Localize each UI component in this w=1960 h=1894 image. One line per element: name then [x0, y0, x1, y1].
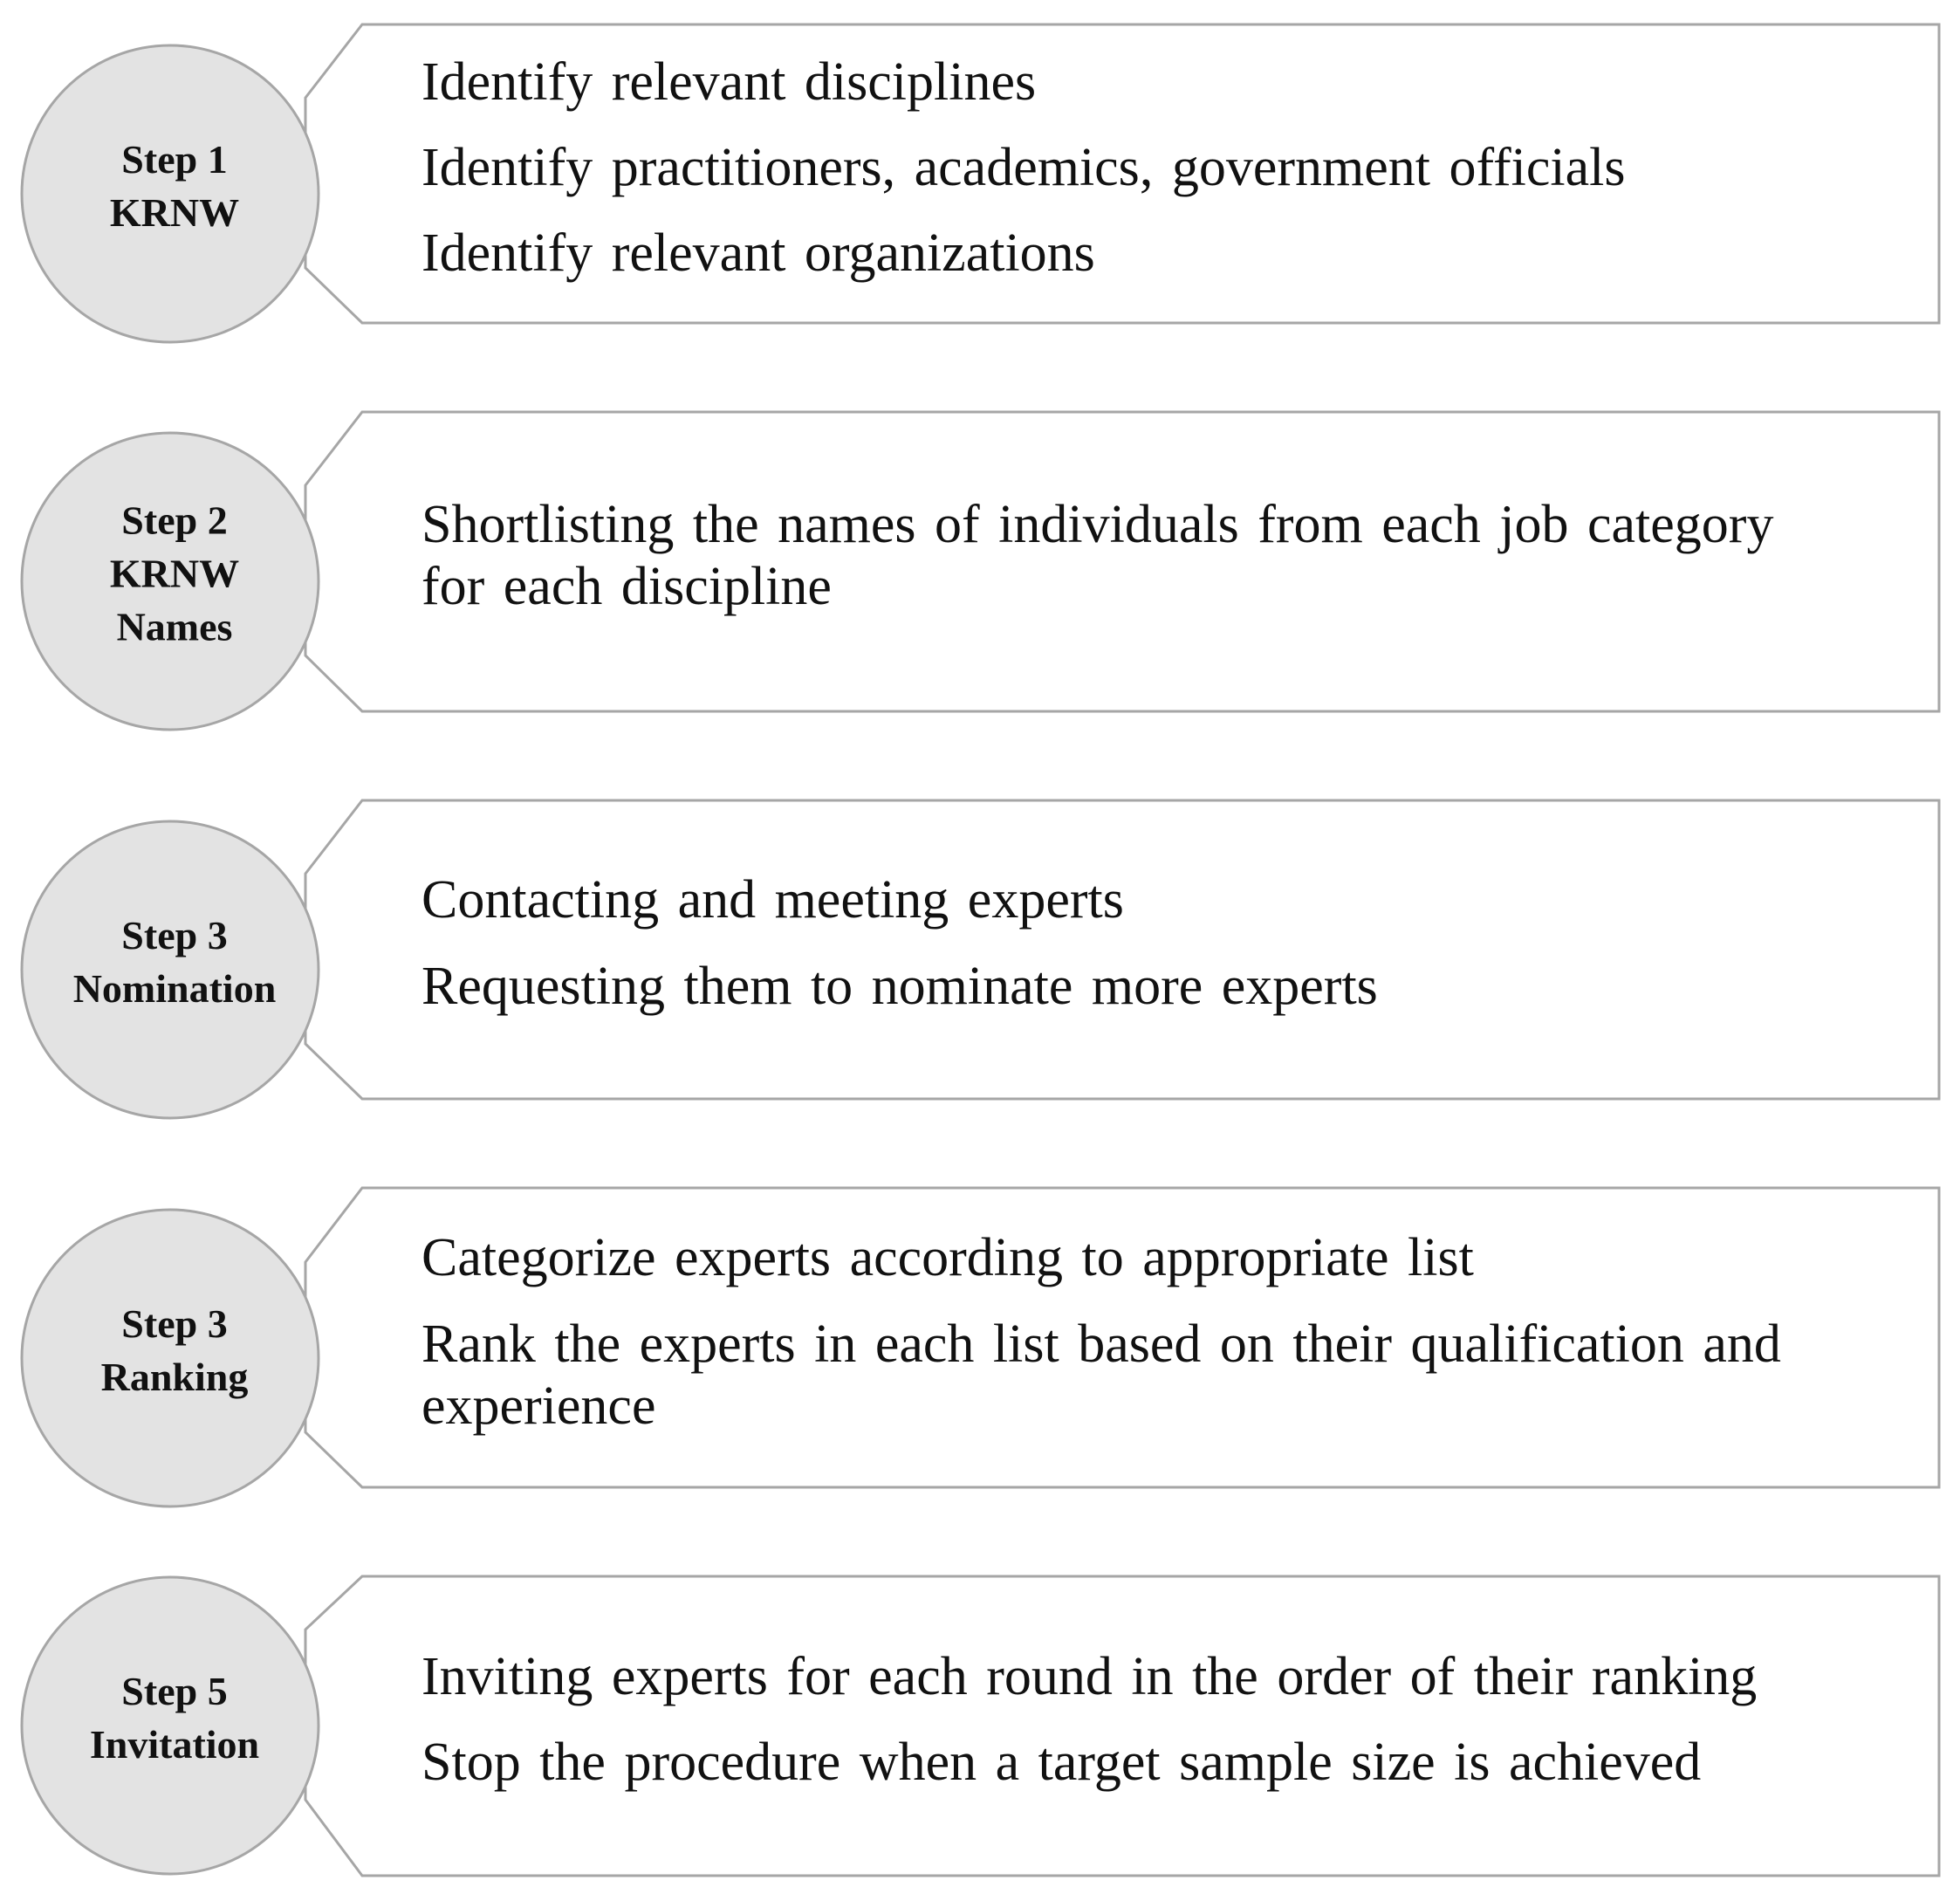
step-label-line: KRNW [109, 551, 240, 596]
step-text-line: Identify relevant disciplines [421, 52, 1037, 113]
step-label-line: Step 1 [121, 137, 228, 182]
step-3 [22, 800, 1939, 1118]
step-1 [22, 24, 1939, 342]
step-2 [22, 412, 1939, 730]
step-label-line: Ranking [100, 1355, 249, 1400]
step-text-line: Inviting experts for each round in the order of their ranking [421, 1647, 1758, 1707]
step-4 [22, 1188, 1939, 1506]
step-label-line: Step 3 [121, 1301, 228, 1347]
step-text-line: Categorize experts according to appropriate list [421, 1228, 1474, 1288]
step-text-line: for each discipline [421, 557, 832, 617]
step-text-line: Identify practitioners, academics, government officials [421, 138, 1626, 198]
step-text-line: Requesting them to nominate more experts [421, 957, 1378, 1017]
step-label-line: Step 5 [121, 1669, 228, 1714]
step-text-line: experience [421, 1376, 656, 1437]
step-label-line: KRNW [109, 190, 240, 236]
step-text-line: Rank the experts in each list based on their qualification and [421, 1314, 1781, 1375]
step-text-line: Identify relevant organizations [421, 223, 1095, 284]
step-label-line: Invitation [89, 1722, 260, 1767]
step-label-line: Names [116, 604, 233, 649]
step-callout-box [305, 1576, 1939, 1876]
step-text-line: Stop the procedure when a target sample size is achieved [421, 1733, 1702, 1793]
step-label-line: Nomination [72, 966, 277, 1012]
step-label-line: Step 3 [121, 913, 228, 958]
step-label-line: Step 2 [121, 498, 228, 543]
step-text-line: Contacting and meeting experts [421, 870, 1124, 930]
step-text-line: Shortlisting the names of individuals from each job category [421, 495, 1774, 555]
step-callout-box [305, 800, 1939, 1099]
step-5 [22, 1576, 1939, 1876]
